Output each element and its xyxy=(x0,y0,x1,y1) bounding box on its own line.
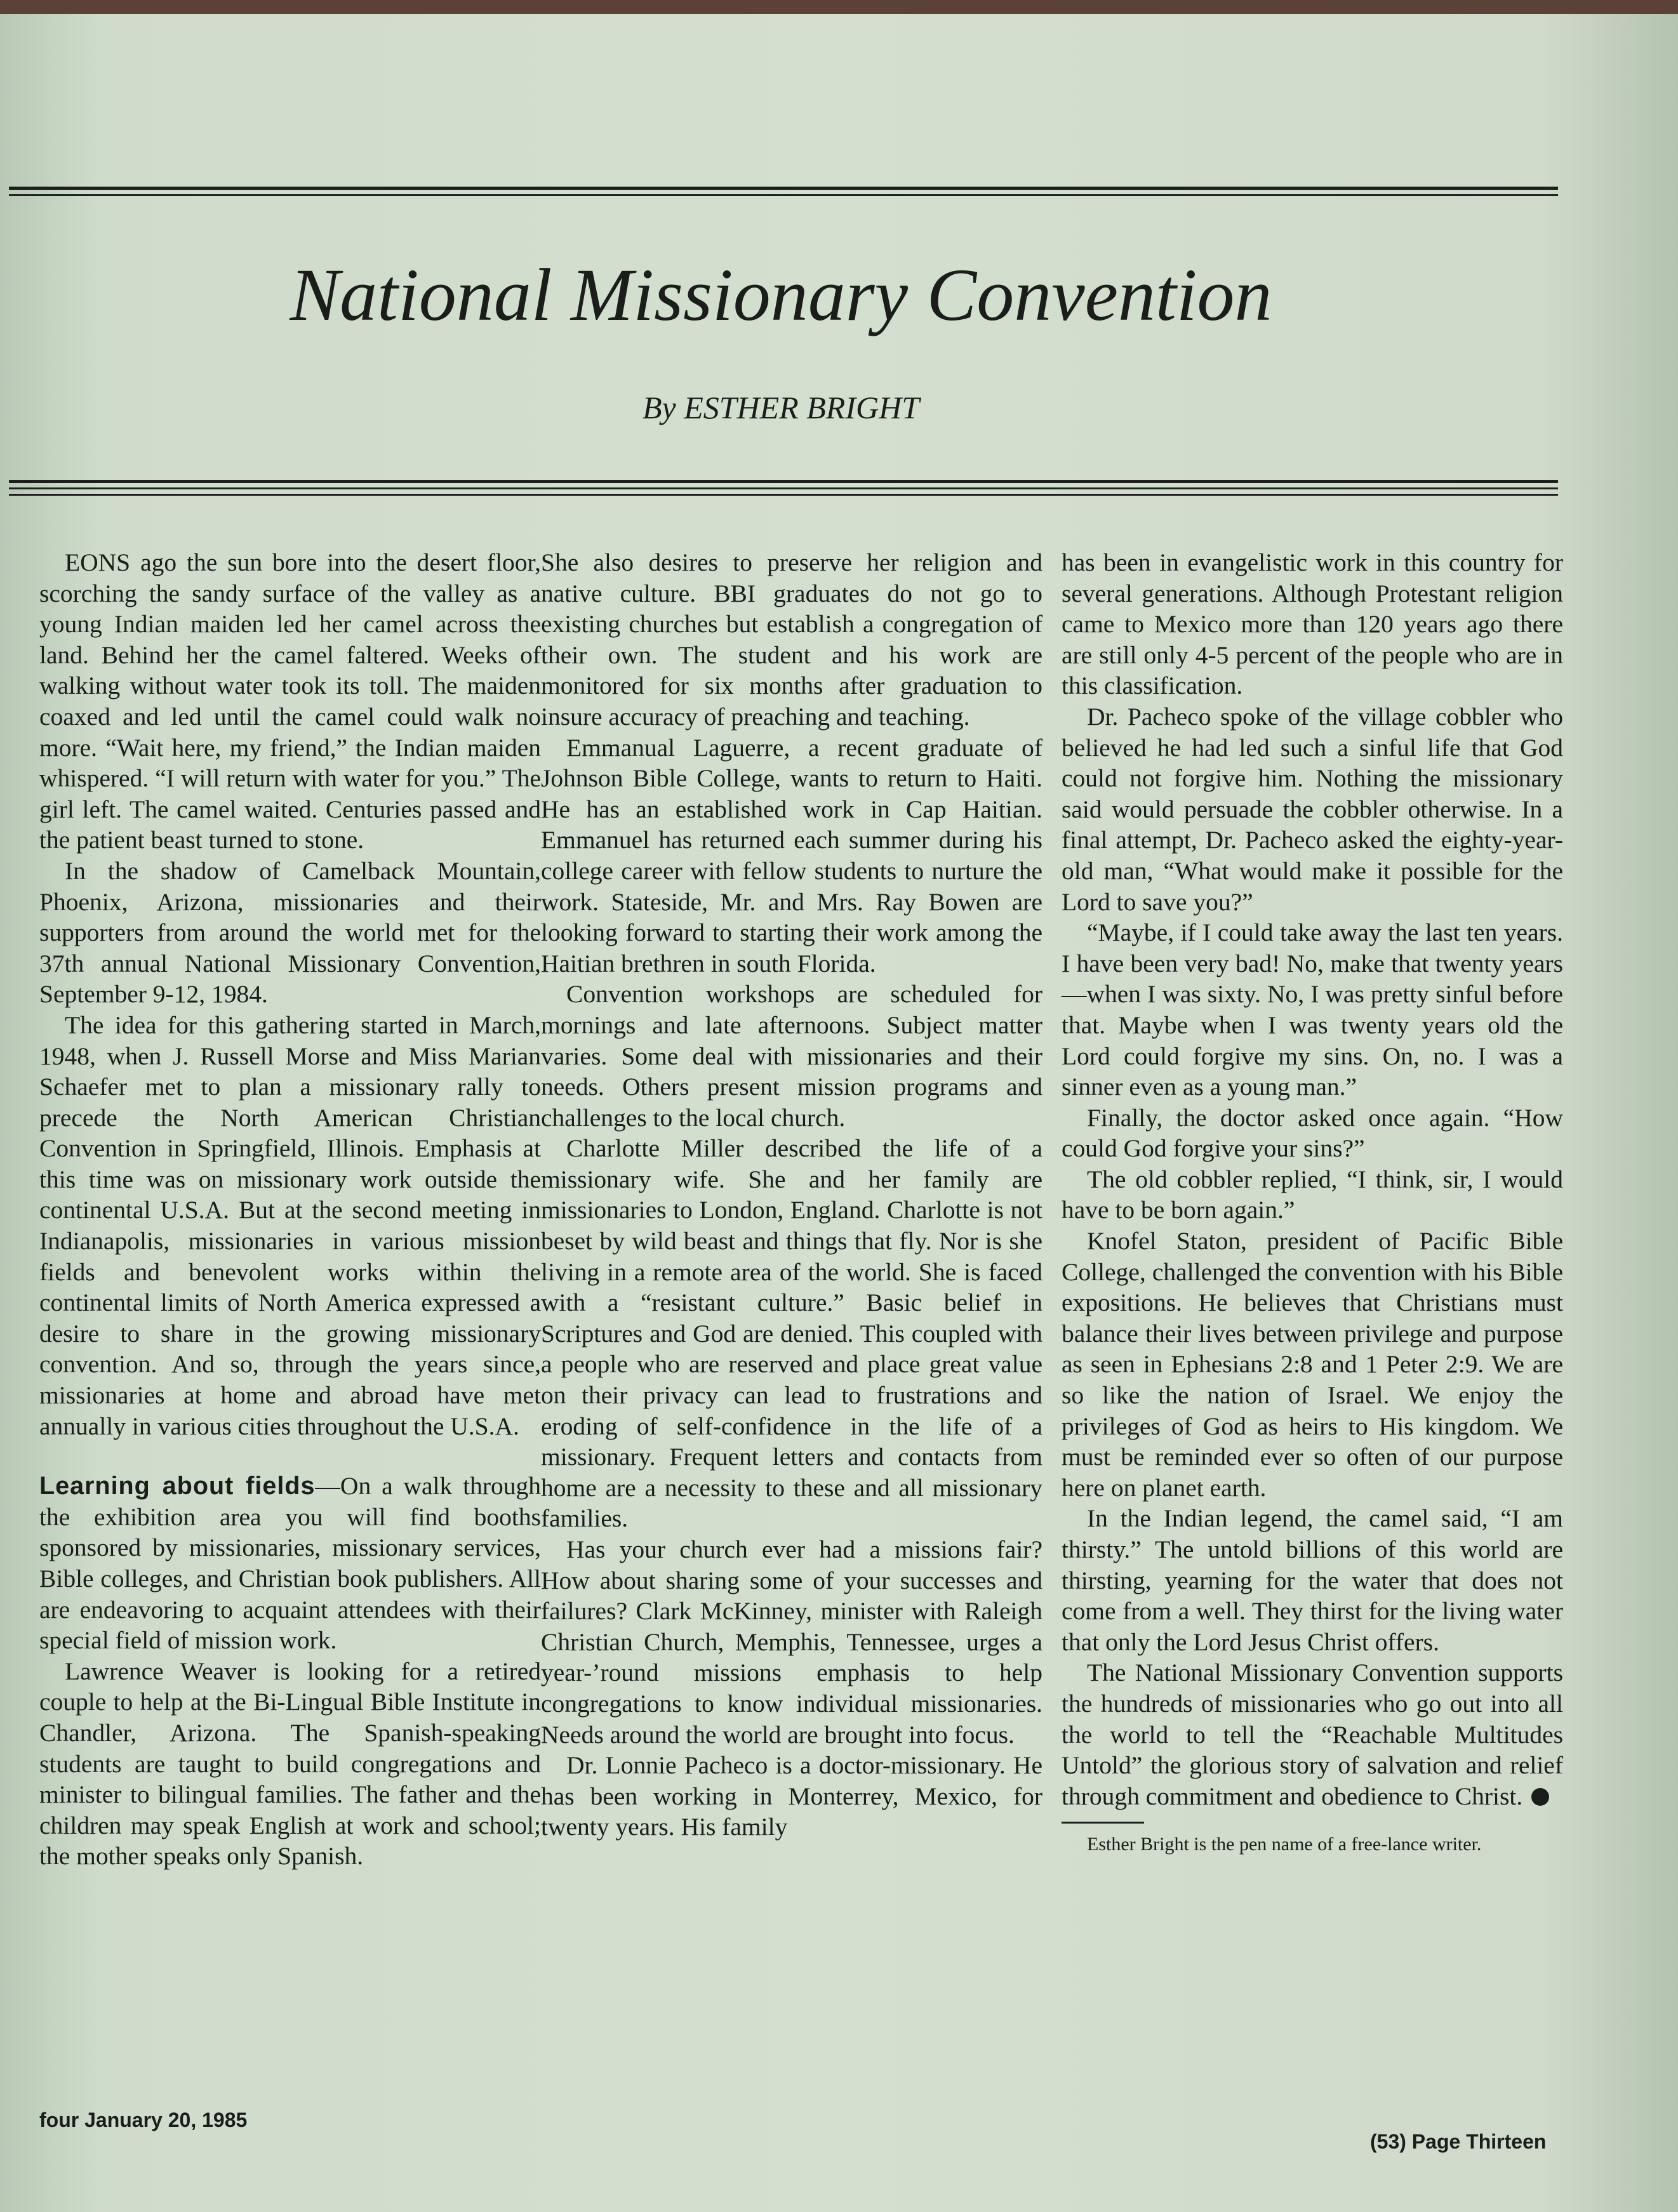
paragraph: Lawrence Weaver is looking for a retired couple to help at the Bi-Lingual Bible Institute in Chandler, Arizona. The Spanish-speaking students are taught to build congregations and minister to bilingual families. The father and the children may speak English at work and school; the mother speaks only Spanish. xyxy=(39,1657,541,1871)
paragraph: In the Indian legend, the camel said, “I am thirsty.” The untold billions of this world are thirsting, yearning for the water that does not come from a well. They thirst for the living water that only the Lord Jesus Christ offers. xyxy=(1062,1504,1563,1656)
paragraph: Charlotte Miller described the life of a missionary wife. She and her family are missionaries to London, England. Charlotte is not beset by wild beast and things that fly. Nor is she living in a remote area of the world. She is faced with a “resistant culture.” Basic belief in Scriptures and God are denied. This coupled with a people who are reserved and place great value on their privacy can lead to frustrations and eroding of self-confidence in the life of a missionary. Frequent letters and contacts from home are a necessity to these and all missionary families. xyxy=(541,1134,1042,1533)
paragraph: Dr. Lonnie Pacheco is a doctor-missionary. He has been working in Monterrey, Mexico, for twenty years. His family xyxy=(541,1751,1042,1841)
paragraph: She also desires to preserve her religion and native culture. BBI graduates do not go to existing churches but establish a congregation of their own. The student and his work are monitored for six months after graduation to insure accuracy of preaching and teaching. xyxy=(541,548,1042,731)
paragraph: Dr. Pacheco spoke of the village cobbler who believed he had led such a sinful life that God could not forgive him. Nothing the missionary said would persuade the cobbler otherwise. In a final attempt, Dr. Pacheco asked the eighty-year-old man, “What would make it possible for the Lord to save you?” xyxy=(1062,702,1563,916)
paragraph: Finally, the doctor asked once again. “How could God forgive your sins?” xyxy=(1062,1103,1563,1163)
article-column-1 xyxy=(39,547,541,1872)
header-rule-bottom-3 xyxy=(9,494,1558,496)
paragraph: The idea for this gathering started in March, 1948, when J. Russell Morse and Miss Marian Schaefer met to plan a missionary rally to precede the North American Christian Convention in Springfield, Illinois. Emphasis at this time was on missionary work outside the continental U.S.A. But at the second meeting in Indianapolis, missionaries in various mission fields and benevolent works within the continental limits of North America expressed a desire to share in the growing missionary convention. And so, through the years since, missionaries at home and abroad have met annually in various cities throughout the U.S.A. xyxy=(39,1010,541,1440)
paragraph: The old cobbler replied, “I think, sir, I would have to be born again.” xyxy=(1062,1165,1563,1224)
article-title: National Missionary Convention xyxy=(290,253,1272,336)
header-rule-top-2 xyxy=(9,194,1558,196)
paragraph: In the shadow of Camelback Mountain, Phoenix, Arizona, missionaries and their supporters from around the world met for the 37th annual National Missionary Convention, September 9-12, 1984. xyxy=(39,856,541,1009)
paragraph: “Maybe, if I could take away the last ten years. I have been very bad! No, make that twenty years—when I was sixty. No, I was pretty sinful before that. Maybe when I was twenty years old the Lord could forgive my sins. On, no. I was a sinner even as a young man.” xyxy=(1062,918,1563,1101)
closing-paragraph xyxy=(1062,1657,1563,1811)
author-footnote: Esther Bright is the pen name of a free-lance writer. xyxy=(1087,1834,1482,1855)
article-column-3 xyxy=(1062,547,1563,1857)
paragraph: Emmanual Laguerre, a recent graduate of Johnson Bible College, wants to return to Haiti. He has an established work in Cap Haitian. Emmanuel has returned each summer during his college career with fellow students to nurture the work. Stateside, Mr. and Mrs. Ray Bowen are looking forward to starting their work among the Haitian brethren in south Florida. xyxy=(541,733,1042,977)
paragraph: Convention workshops are scheduled for mornings and late afternoons. Subject matter varies. Some deal with missionaries and their needs. Others present mission programs and challenges to the local church. xyxy=(541,980,1042,1132)
footer-page-number: (53) Page Thirteen xyxy=(1370,2130,1547,2153)
subhead-paragraph-text: —On a walk through the exhibition area you will find booths sponsored by missionaries, missionary services, Bible colleges, and Christian book publishers. All are endeavoring to acquaint attendees with their special field of mission work. xyxy=(39,1472,542,1655)
paragraph: has been in evangelistic work in this country for several generations. Although Protestant religion came to Mexico more than 120 years ago there are still only 4-5 percent of the people who are in this classification. xyxy=(1062,548,1563,700)
end-of-article-dot-icon xyxy=(1531,1788,1549,1806)
subhead-learning-about-fields: Learning about fields xyxy=(39,1472,316,1500)
closing-text: The National Missionary Convention supports the hundreds of missionaries who go out into all the world to tell the “Reachable Multitudes Untold” the glorious story of salvation and relief through commitment and obedience to Christ. xyxy=(1062,1659,1563,1810)
page-edge-band xyxy=(0,0,1678,14)
subhead-paragraph xyxy=(39,1471,541,1656)
article-byline: By ESTHER BRIGHT xyxy=(642,390,920,425)
header-rule-top-1 xyxy=(9,187,1558,190)
footer-date: four January 20, 1985 xyxy=(39,2109,248,2131)
paragraph: Has your church ever had a missions fair? How about sharing some of your successes and failures? Clark McKinney, minister with Raleigh Christian Church, Memphis, Tennessee, urges a year-’round missions emphasis to help congregations to know individual missionaries. Needs around the world are brought into focus. xyxy=(541,1535,1042,1749)
header-rule-bottom-1 xyxy=(9,480,1558,483)
article-column-2 xyxy=(541,547,1042,1843)
footnote-rule xyxy=(1062,1822,1144,1824)
paragraph: EONS ago the sun bore into the desert floor, scorching the sandy surface of the valley as a young Indian maiden led her camel across the land. Behind her the camel faltered. Weeks of walking without water took its toll. The maiden coaxed and led until the camel could walk no more. “Wait here, my friend,” the Indian maiden whispered. “I will return with water for you.” The girl left. The camel waited. Centuries passed and the patient beast turned to stone. xyxy=(39,548,541,854)
header-rule-bottom-2 xyxy=(9,487,1558,489)
paragraph: Knofel Staton, president of Pacific Bible College, challenged the convention with his Bible expositions. He believes that Christians must balance their lives between privilege and purpose as seen in Ephesians 2:8 and 1 Peter 2:9. We are so like the nation of Israel. We enjoy the privileges of God as heirs to His kingdom. We must be reminded ever so often of our purpose here on planet earth. xyxy=(1062,1227,1563,1502)
